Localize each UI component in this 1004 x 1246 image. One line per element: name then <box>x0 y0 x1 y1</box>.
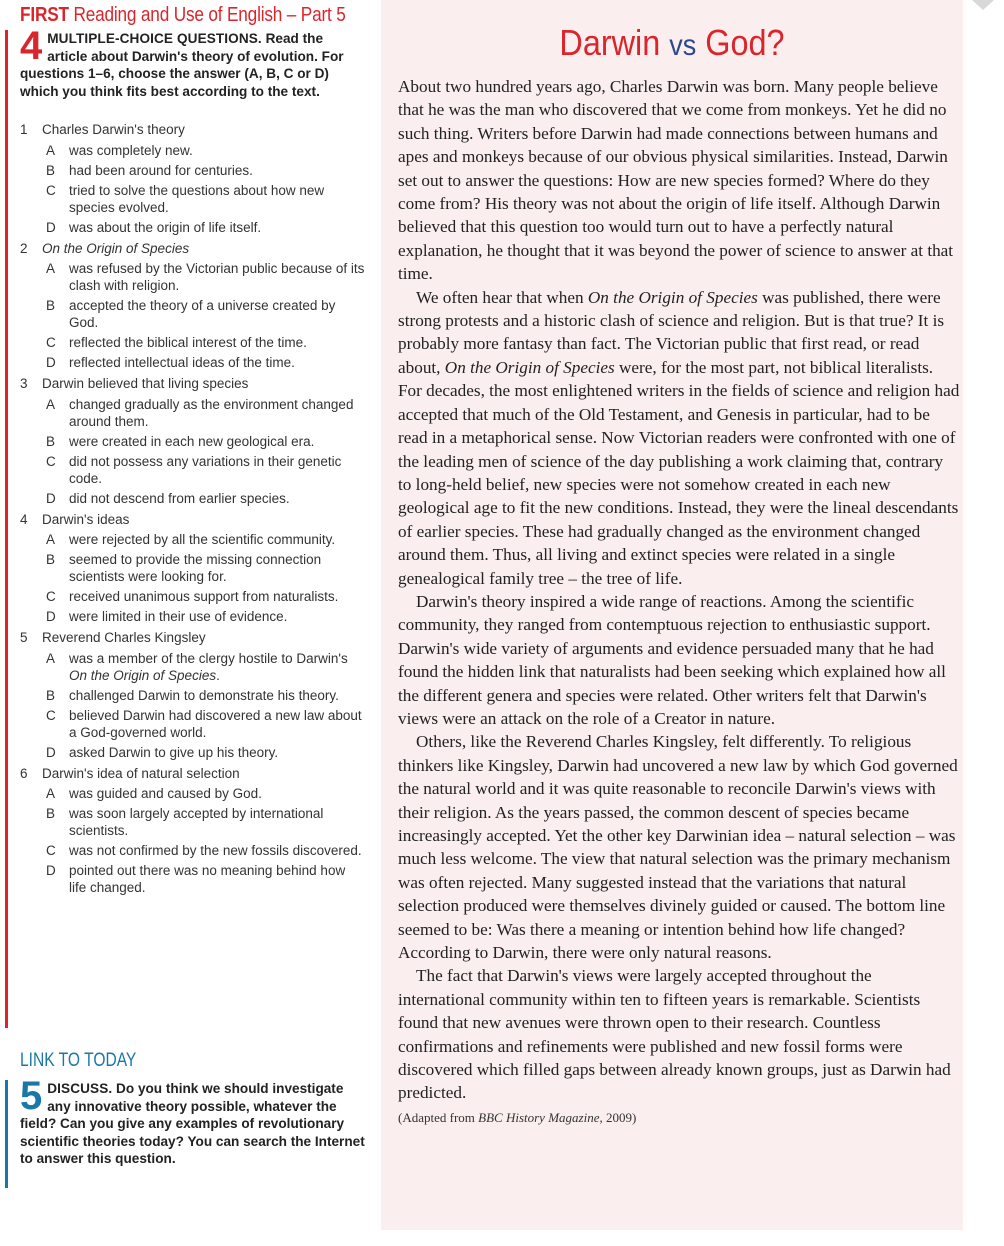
option-text: asked Darwin to give up his theory. <box>69 744 279 760</box>
question-number: 3 <box>20 376 28 391</box>
question-text: Charles Darwin's theory <box>42 122 185 137</box>
option-text: seemed to provide the missing connection scientists were looking for. <box>69 552 322 584</box>
option-letter: C <box>46 843 56 858</box>
task-number: 4 <box>20 24 43 68</box>
option-text: were created in each new geological era. <box>69 433 315 449</box>
question-number: 1 <box>20 122 28 137</box>
answer-option[interactable] <box>20 142 365 159</box>
task-heading: DISCUSS. <box>47 1081 113 1096</box>
article-paragraph: Darwin's theory inspired a wide range of reactions. Among the scientific community, they ranged from contemptuous rejection to enthusiastic support. Darwin's wide variety of arguments and evidence persuaded many that he had found the hidden link that naturalists had been seeking which explained how all the different genera and species were related. Other writers felt that Darwin's views were an attack on the role of a Creator in nature. <box>398 591 946 728</box>
answer-option[interactable] <box>20 842 365 859</box>
question-text: Darwin's ideas <box>42 511 130 527</box>
task-number: 5 <box>20 1074 43 1118</box>
answer-option[interactable] <box>20 162 365 179</box>
option-text: were rejected by all the scientific community. <box>69 532 336 547</box>
option-letter: B <box>46 162 56 178</box>
answer-option[interactable] <box>20 260 365 294</box>
question-item <box>20 764 365 897</box>
option-letter: A <box>46 142 56 158</box>
answer-option[interactable] <box>20 687 365 704</box>
page-corner-icon <box>972 0 994 10</box>
option-text: believed Darwin had discovered a new law about a God-governed world. <box>69 707 362 740</box>
option-text: pointed out there was no meaning behind how life changed. <box>69 863 346 895</box>
answer-option[interactable] <box>20 531 365 548</box>
question-text: Darwin believed that living species <box>42 376 249 391</box>
option-text: reflected the biblical interest of the time. <box>69 335 307 350</box>
option-letter: C <box>46 335 56 350</box>
option-letter: A <box>46 532 56 547</box>
option-letter: D <box>46 355 56 370</box>
question-stem <box>20 628 365 648</box>
option-letter: A <box>46 650 56 666</box>
question-item <box>20 374 365 507</box>
question-number: 4 <box>20 511 28 527</box>
article-paragraph: About two hundred years ago, Charles Darwin was born. Many people believe that he was the man who discovered that we come from monkeys. Yet he did no such thing. Writers before Darwin had made connections between humans and apes and monkeys because of our obvious physical similarities. Instead, Darwin set out to answer the questions: How are new species formed? Where do they come from? His theory was not about the origin of life itself. Although Darwin believed that this question too would turn out to have a perfectly natural explanation, he thought that it was beyond the power of science to answer at that time. <box>398 77 954 284</box>
article-paragraph: We often hear that when On the Origin of Species was published, there were strong protests and a historic clash of science and religion. But is that true? It is probably more fantasy than fact. The Victorian public that first read, or read about, On the Origin of Species were, for the most part, not biblical literalists. For decades, the most enlightened writers in the fields of science and religion had accepted that much of the Old Testament, and Genesis in particular, had to be read in a metaphorical sense. Now Victorian readers were confronted with one of the leading men of science of the day publishing a work claiming that, contrary to long-held belief, new species were not somehow created in each new geological age to fit the new conditions. Instead, they were the lineal descendants of earlier species. These had gradually changed as the environment changed around them. Thus, all living and extinct species were related in a single genealogical family tree – the tree of life. <box>398 287 960 588</box>
option-text: changed gradually as the environment changed around them. <box>69 396 354 429</box>
answer-option[interactable] <box>20 805 365 839</box>
answer-option[interactable] <box>20 490 365 507</box>
question-stem <box>20 764 365 784</box>
option-letter: D <box>46 863 56 878</box>
option-text: was about the origin of life itself. <box>69 219 262 235</box>
task-text: Do you think we should investigate any innovative theory possible, whatever the field? Can you give any examples of revolutionary scientific theories today? You can search the Internet to answer this question. <box>20 1081 365 1166</box>
option-letter: B <box>46 433 56 449</box>
answer-option[interactable] <box>20 219 365 236</box>
option-text: received unanimous support from naturalists. <box>69 589 339 604</box>
answer-option[interactable] <box>20 785 365 802</box>
question-item <box>20 510 365 626</box>
answer-option[interactable] <box>20 707 365 741</box>
option-text: challenged Darwin to demonstrate his theory. <box>69 687 339 703</box>
left-column <box>0 0 372 1246</box>
option-letter: B <box>46 298 56 313</box>
answer-option[interactable] <box>20 608 365 625</box>
question-text: Darwin's idea of natural selection <box>42 765 240 781</box>
question-text: Reverend Charles Kingsley <box>42 630 206 645</box>
question-stem <box>20 239 365 259</box>
option-text: was a member of the clergy hostile to Darwin's On the Origin of Species. <box>69 650 348 683</box>
option-text: reflected intellectual ideas of the time. <box>69 355 295 370</box>
question-stem <box>20 510 365 530</box>
option-letter: A <box>46 786 56 801</box>
answer-option[interactable] <box>20 182 365 216</box>
option-text: did not descend from earlier species. <box>69 490 290 506</box>
option-letter: B <box>46 687 56 703</box>
link-accent-bar <box>5 1080 8 1188</box>
article-panel <box>381 0 963 1230</box>
option-letter: A <box>46 396 56 412</box>
option-letter: C <box>46 707 56 723</box>
article-paragraph: Others, like the Reverend Charles Kingsley, felt differently. To religious thinkers like Kingsley, Darwin had uncovered a new law by which God governed the natural world and it was quite reasonable to reconcile Darwin's views with their religion. As the years passed, the common descent of species became increasingly accepted. Yet the other key Darwinian idea – natural selection – was much less welcome. The view that natural selection was the primary mechanism was often rejected. Many suggested instead that the variations that natural selection produced were themselves divinely guided or caused. The bottom line seemed to be: Was there a meaning or intention behind how life changed? According to Darwin, there were only natural reasons. <box>398 732 958 963</box>
question-item <box>20 120 365 236</box>
question-text: On the Origin of Species <box>42 240 190 256</box>
question-number: 5 <box>20 630 28 645</box>
question-item <box>20 628 365 761</box>
answer-option[interactable] <box>20 433 365 450</box>
option-text: had been around for centuries. <box>69 162 253 178</box>
answer-option[interactable] <box>20 744 365 761</box>
answer-option[interactable] <box>20 396 365 430</box>
option-letter: C <box>46 453 56 469</box>
question-item <box>20 239 365 372</box>
option-text: did not possess any variations in their genetic code. <box>69 453 342 486</box>
answer-option[interactable] <box>20 588 365 605</box>
option-letter: D <box>46 490 56 506</box>
article-source: (Adapted from BBC History Magazine, 2009) <box>398 1109 637 1125</box>
article-paragraph: The fact that Darwin's views were largely accepted throughout the international community within ten to fifteen years is remarkable. Scientists found that new avenues were thrown open to their research. Countless confirmations and refinements were published and new fossil forms were discovered which filled gaps between already known groups, just as Darwin had predicted. <box>398 966 951 1103</box>
option-text: was soon largely accepted by international scientists. <box>69 806 324 838</box>
article-title: Darwin vs God? <box>559 22 785 63</box>
task-text: Read the article about Darwin's theory of evolution. For questions 1–6, choose the answer (A, B, C or D) which you think fits best according to the text. <box>20 31 344 99</box>
answer-option[interactable] <box>20 650 365 684</box>
option-letter: D <box>46 609 56 624</box>
answer-option[interactable] <box>20 354 365 371</box>
section-accent-bar <box>5 30 8 1028</box>
answer-option[interactable] <box>20 334 365 351</box>
option-letter: A <box>46 261 56 276</box>
task-4-instructions <box>20 24 365 100</box>
answer-option[interactable] <box>20 551 365 585</box>
question-list <box>20 120 365 899</box>
link-to-today-title: LINK TO TODAY <box>20 1050 137 1071</box>
option-letter: B <box>46 552 56 567</box>
option-text: tried to solve the questions about how new species evolved. <box>69 182 325 215</box>
question-number: 2 <box>20 240 28 256</box>
task-heading: MULTIPLE-CHOICE QUESTIONS. <box>47 31 262 46</box>
article-body <box>398 75 960 1129</box>
option-letter: C <box>46 589 56 604</box>
option-text: was completely new. <box>69 142 193 158</box>
answer-option[interactable] <box>20 453 365 487</box>
question-stem <box>20 120 365 140</box>
question-stem <box>20 374 365 394</box>
option-text: was refused by the Victorian public because of its clash with religion. <box>69 261 365 293</box>
option-letter: C <box>46 182 56 198</box>
section-title: FIRST Reading and Use of English – Part 5 <box>20 4 346 26</box>
answer-option[interactable] <box>20 862 365 896</box>
option-letter: D <box>46 744 56 760</box>
option-text: accepted the theory of a universe created by God. <box>69 298 336 330</box>
question-number: 6 <box>20 765 28 781</box>
option-letter: D <box>46 219 56 235</box>
answer-option[interactable] <box>20 297 365 331</box>
option-text: were limited in their use of evidence. <box>69 609 288 624</box>
option-text: was guided and caused by God. <box>69 786 262 801</box>
option-text: was not confirmed by the new fossils discovered. <box>69 843 362 858</box>
task-5-instructions <box>20 1074 365 1168</box>
option-letter: B <box>46 806 56 821</box>
